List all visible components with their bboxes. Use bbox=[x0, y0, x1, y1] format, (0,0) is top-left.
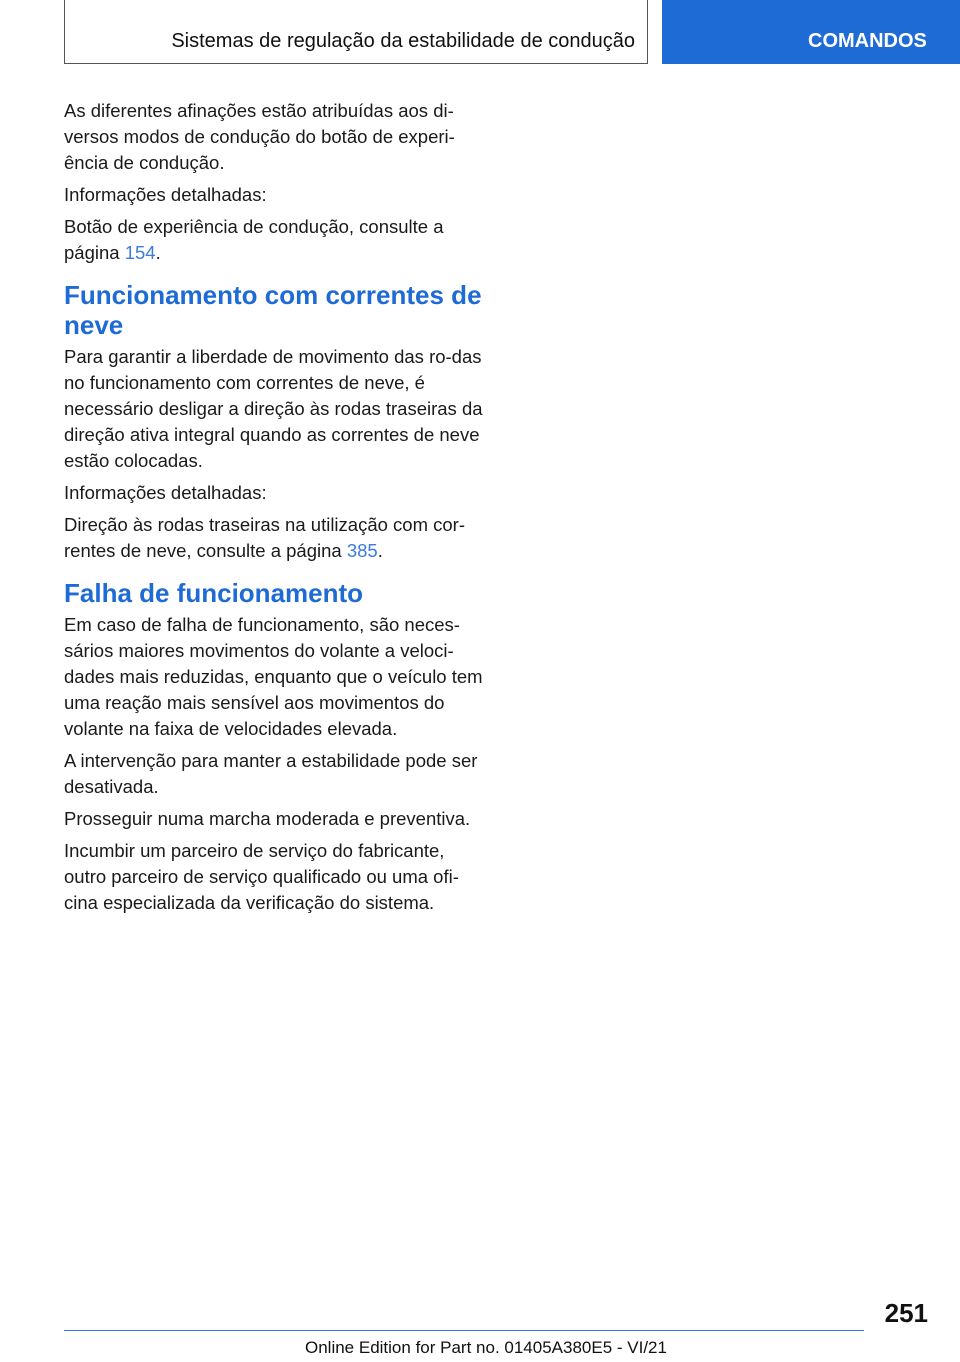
footer-divider bbox=[64, 1330, 864, 1331]
heading-snow-chains: Funcionamento com correntes de neve bbox=[64, 280, 482, 340]
snow-chains-reference-end: . bbox=[377, 540, 383, 561]
section-tab[interactable] bbox=[662, 0, 960, 64]
intro-reference bbox=[64, 214, 484, 266]
snow-chains-reference bbox=[64, 512, 484, 564]
snow-chains-details-label: Informações detalhadas: bbox=[64, 482, 267, 503]
header-title: Sistemas de regulação da estabilidade de condução bbox=[171, 30, 635, 52]
snow-chains-paragraph: Para garantir a liberdade de movimento das ro-das no funcionamento com correntes de neve, é necessário desligar a direção às rodas traseiras da direção ativa integral quando as correntes de neve estão colocadas. bbox=[64, 346, 483, 471]
intro-paragraph: As diferentes afinações estão atribuídas aos di-versos modos de condução do botão de experi-ência de condução. bbox=[64, 100, 455, 173]
intro-reference-text: Botão de experiência de condução, consulte a página bbox=[64, 216, 444, 263]
section-tab-label: COMANDOS bbox=[808, 30, 927, 52]
malfunction-paragraph-1: Em caso de falha de funcionamento, são neces-sários maiores movimentos do volante a veloci-dades mais reduzidas, enquanto que o veículo tem uma reação mais sensível aos movimentos do volante na faixa de velocidades elevada. bbox=[64, 614, 483, 739]
malfunction-paragraph-4: Incumbir um parceiro de serviço do fabricante, outro parceiro de serviço qualificado ou uma ofi-cina especializada da verificação do sistema. bbox=[64, 840, 459, 913]
main-content bbox=[64, 98, 484, 922]
intro-reference-end: . bbox=[155, 242, 161, 263]
malfunction-paragraph-3: Prosseguir numa marcha moderada e preventiva. bbox=[64, 808, 471, 829]
snow-chains-reference-text: Direção às rodas traseiras na utilização com cor-rentes de neve, consulte a página bbox=[64, 514, 465, 561]
malfunction-paragraph-2: A intervenção para manter a estabilidade pode ser desativada. bbox=[64, 750, 478, 797]
footer-edition: Online Edition for Part no. 01405A380E5 - VI/21 bbox=[305, 1338, 667, 1357]
page-link-154[interactable]: 154 bbox=[124, 242, 156, 263]
page-link-385[interactable]: 385 bbox=[346, 540, 378, 561]
intro-details-label: Informações detalhadas: bbox=[64, 184, 267, 205]
header-box bbox=[64, 0, 648, 64]
page-number: 251 bbox=[884, 1298, 928, 1328]
heading-malfunction: Falha de funcionamento bbox=[64, 578, 364, 608]
